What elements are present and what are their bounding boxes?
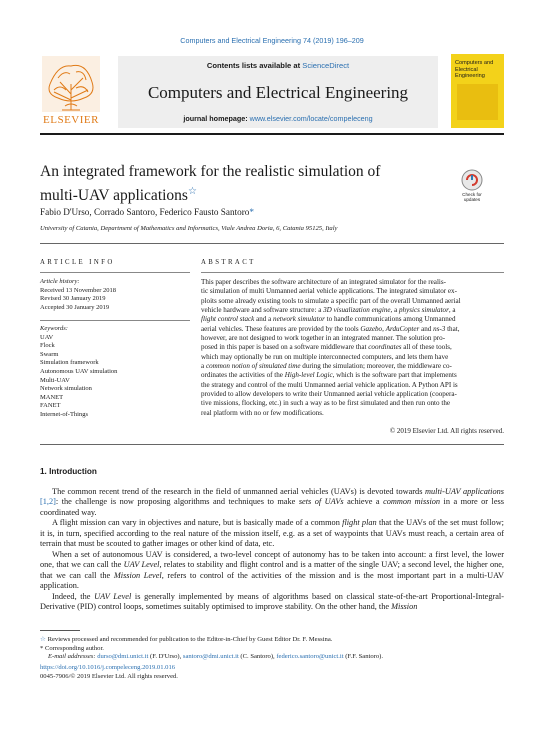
title-footnote-mark[interactable]: ☆ (187, 186, 197, 197)
text-span: When a set of autonomous UAV is considered, a two-level concept of autonomy has to be taken into account: a first level, the lower one, that we can call the (40, 549, 504, 570)
abstract-span: and (419, 324, 434, 333)
intro-paragraph (40, 518, 504, 549)
article-info-heading: ARTICLE INFO (40, 259, 115, 266)
journal-cover (451, 54, 504, 128)
issn-line: 0045-7906/© 2019 Elsevier Ltd. All rights reserved. (40, 672, 178, 680)
footnotes (40, 636, 504, 662)
abstract-line (201, 315, 504, 324)
abstract-span: aerial vehicles. These features are provided by the tools (201, 324, 361, 333)
journal-homepage (118, 114, 438, 123)
abstract-heading: ABSTRACT (201, 259, 256, 266)
abstract-text (201, 278, 504, 418)
accepted-date: Accepted 30 January 2019 (40, 303, 110, 311)
footnote-rule (40, 630, 80, 631)
affiliation: University of Catania, Department of Mathematics and Informatics, Viale Andrea Doria, 6, Catania 95125, Italy (40, 225, 338, 232)
check-for-updates-badge[interactable] (455, 168, 489, 202)
journal-reference[interactable]: Computers and Electrical Engineering 74 (2019) 196–209 (180, 36, 364, 45)
footnote-corresponding (40, 645, 504, 654)
abstract-span: posed in this paper is based on a software middleware that (201, 343, 369, 352)
abstract-emph: flight control stack (201, 315, 255, 324)
abstract-emph: ns-3 (433, 324, 446, 333)
email-owner: (C. Santoro), (238, 653, 277, 660)
text-span: , refers to control of the activities of the mission and is the most important part in a multi-UAV application. (40, 570, 504, 591)
footnote-review (40, 636, 504, 645)
keywords-label: Keywords: (40, 325, 68, 332)
citation-link[interactable]: [1,2] (40, 497, 56, 507)
article-title (40, 162, 420, 206)
abstract-emph: physics simulator (399, 306, 449, 315)
abstract-emph: coordinates (368, 343, 402, 352)
text-emph: Mission Level (113, 570, 162, 580)
contents-prefix: Contents lists available at (206, 61, 303, 70)
email-owner: (F. D'Urso), (148, 653, 183, 660)
homepage-link[interactable]: www.elsevier.com/locate/compeleceng (249, 114, 373, 123)
text-emph: flight plan (342, 518, 377, 528)
keyword-item: UAV (40, 333, 54, 341)
publisher-name: ELSEVIER (43, 114, 99, 126)
cover-title: Computers and Electrical Engineering (455, 60, 494, 79)
abstract-line: ploits some already existing tools to simulate a specific part of the overall Unmanned aerial (201, 296, 461, 305)
abstract-emph: ArduCopter (385, 324, 420, 333)
email-link[interactable]: santoro@dmi.unict.it (182, 653, 239, 660)
homepage-label: journal homepage: (183, 114, 250, 123)
abstract-bottom-rule (40, 444, 504, 445)
keyword-item: FANET (40, 402, 61, 410)
abstract-emph: High-level Logic (284, 371, 333, 380)
text-span: is generally implemented by means of algorithms based on classical state-of-the-art Proportional-Integral-Derivative (PID) control loops, sometimes suitably optimised to improve stability. On the other hand, the (40, 591, 505, 611)
keyword-item: MANET (40, 393, 64, 401)
intro-paragraph (40, 550, 504, 592)
abstract-line: which may optionally be run on multiple interconnected computers, and lets them have (201, 352, 449, 361)
revised-date: Revised 30 January 2019 (40, 295, 106, 303)
intro-paragraph (40, 592, 504, 613)
abstract-span: ordinates the activities of the (201, 371, 285, 380)
footnote-text: Reviews processed and recommended for publication to the Editor-in-Chief by Guest Editor Dr. F. Messina. (47, 636, 333, 643)
abstract-rule (201, 272, 504, 273)
abstract-span: vehicle hardware and software structure: a (201, 306, 324, 315)
abstract-span: and a (254, 315, 274, 324)
footnote-text: Corresponding author. (44, 644, 104, 652)
abstract-copyright: © 2019 Elsevier Ltd. All rights reserved. (389, 427, 504, 435)
journal-title: Computers and Electrical Engineering (147, 83, 409, 102)
footnote-mark: ☆ (40, 636, 46, 643)
text-span: The common recent trend of the research in the field of unmanned aerial vehicles (UAVs) is devoted towards (52, 487, 426, 496)
abstract-span: during the simulation; moreover, the middleware co- (300, 362, 452, 371)
keyword-item: Internet-of-Things (40, 410, 89, 418)
abstract-span: a (201, 362, 206, 371)
abstract-span: , a (448, 306, 456, 315)
abstract-span: , (382, 324, 386, 333)
keywords-block (40, 325, 190, 420)
text-span: Indeed, the (52, 591, 95, 601)
keywords-rule (40, 320, 190, 321)
abstract-emph: network simulator (273, 315, 325, 324)
text-emph: sets of UAVs (298, 497, 344, 507)
title-rule (40, 243, 504, 244)
abstract-line (201, 306, 504, 315)
text-emph: UAV Level (94, 591, 132, 601)
abstract-span: to handle communications among Unmanned (324, 315, 456, 324)
text-emph: common mission (383, 497, 441, 507)
keyword-item: Multi-UAV (40, 376, 70, 384)
abstract-line (201, 325, 504, 334)
email-owner: (F.F. Santoro). (343, 653, 383, 660)
keyword-item: Autonomous UAV simulation (40, 367, 118, 375)
keyword-item: Simulation framework (40, 359, 99, 367)
email-label: E-mail addresses: (48, 653, 98, 660)
check-updates-icon (455, 168, 489, 194)
received-date: Received 13 November 2018 (40, 286, 116, 294)
keyword-item: Flock (40, 342, 55, 350)
abstract-line: the strategy and control of the multi Unmanned aerial vehicle application. A Python API is (201, 380, 458, 389)
abstract-span: , a (390, 306, 399, 315)
section-heading-introduction: 1. Introduction (40, 467, 97, 476)
abstract-span: , which is the software part that implements (332, 371, 457, 380)
article-footer (40, 664, 178, 681)
abstract-line: tive missions, flocking, etc.) in such a way as to be first simulated and then run onto the (201, 399, 451, 408)
keyword-item: Swarm (40, 350, 59, 358)
abstract-emph: 3D visualization engine (323, 306, 391, 315)
cover-graphic (457, 84, 498, 120)
author-list (40, 207, 254, 217)
footnote-mark: * (40, 644, 44, 652)
text-emph: UAV Level (123, 560, 160, 570)
abstract-line (201, 343, 504, 352)
history-label: Article history: (40, 278, 80, 285)
abstract-line (201, 371, 504, 380)
article-title-text: An integrated framework for the realistic simulation of multi-UAV applications (40, 163, 381, 205)
text-span: achieve a (343, 497, 384, 507)
keyword-item: Network simulation (40, 385, 92, 393)
header-rule (40, 133, 504, 135)
email-link[interactable]: federico.santoro@unict.it (276, 653, 344, 660)
email-link[interactable]: durso@dmi.unict.it (97, 653, 149, 660)
footnote-emails (40, 653, 504, 662)
abstract-line: however, are not designed to work together in an integrated manner. The solution pro- (201, 334, 446, 343)
text-span: : the challenge is now proposing algorithms and techniques to make (55, 497, 299, 507)
introduction-body (40, 487, 504, 612)
abstract-line: real platform with no or few modifications. (201, 408, 324, 417)
abstract-emph: Gazebo (360, 324, 383, 333)
abstract-span: that, (445, 324, 460, 333)
authors-text: Fabio D'Urso, Corrado Santoro, Federico Fausto Santoro (40, 207, 250, 217)
text-span: A flight mission can vary in objectives and nature, but is basically made of a common (52, 518, 343, 528)
corresponding-author-mark[interactable]: * (249, 207, 254, 217)
contents-line (118, 61, 438, 70)
intro-paragraph (40, 487, 504, 518)
abstract-line: provided to allow developers to write their Unmanned aerial vehicle application (coopera- (201, 390, 457, 399)
text-span: , relates to stability and flight control and is a matter of the single UAV; a second level, the higher one, that we can call the (40, 560, 504, 580)
abstract-emph: common notion of simulated time (205, 362, 301, 371)
abstract-line: This paper describes the software architecture of an integrated simulator for the realis- (201, 278, 447, 286)
text-span: that the UAVs of the set must follow; it is, in turn, specified according to the real nature of the mission itself, e.g. as a set of waypoints that UAVs must reach, a certain area of terrain that must be scouted to gather images or other kind of data, etc. (40, 518, 504, 549)
abstract-line: tic simulation of multi Unmanned aerial vehicle applications. The integrated simulator ex- (201, 287, 457, 296)
check-updates-label: Check for updates (462, 192, 482, 202)
article-history (40, 278, 190, 312)
article-info-rule (40, 272, 190, 273)
sciencedirect-link[interactable]: ScienceDirect (302, 61, 350, 70)
text-span: in a more or less coordinated way. (40, 497, 504, 517)
elsevier-logo (40, 54, 102, 130)
doi-link[interactable]: https://doi.org/10.1016/j.compeleceng.2019.01.016 (40, 664, 176, 671)
abstract-span: all of these tools, (401, 343, 452, 352)
abstract-line (201, 362, 504, 371)
text-emph: multi-UAV applications (425, 487, 505, 496)
text-emph: Mission (391, 601, 418, 611)
